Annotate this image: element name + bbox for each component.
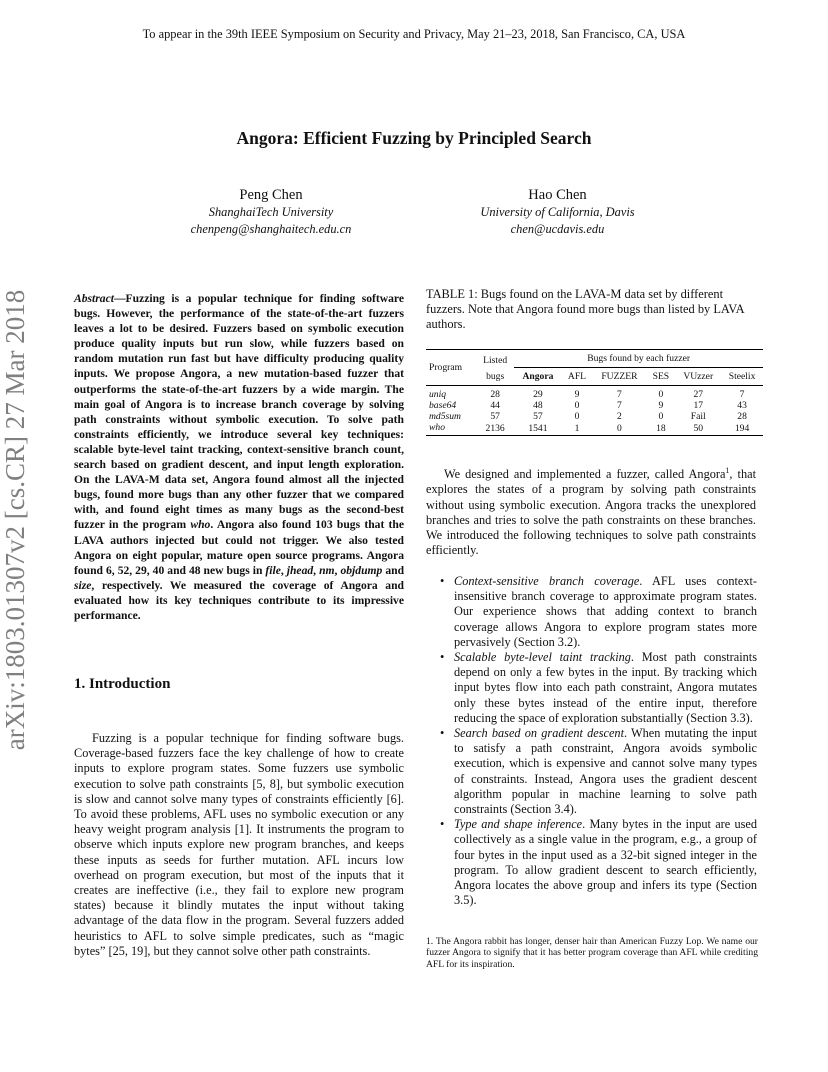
cell-program: uniq	[429, 388, 447, 400]
table-subheader-row	[426, 368, 763, 386]
col-fuzzer: VUzzer	[675, 368, 721, 386]
author-email[interactable]: chen@ucdavis.edu	[510, 222, 605, 236]
paper-title: Angora: Efficient Fuzzing by Principled Search	[236, 128, 592, 148]
cell: 44	[490, 399, 500, 411]
body-paragraph	[426, 463, 756, 558]
table-row	[426, 385, 763, 400]
cell: 7	[617, 399, 622, 411]
table-row	[426, 400, 763, 411]
abstract-dash: —	[113, 292, 126, 305]
cell: 48	[533, 399, 543, 411]
cell: 57	[490, 410, 500, 422]
col-fuzzer: Steelix	[721, 368, 763, 386]
abstract-nm: nm	[319, 563, 335, 577]
venue-line: To appear in the 39th IEEE Symposium on Security and Privacy, May 21–23, 2018, San Francisco, CA, USA	[142, 27, 686, 41]
cell: 0	[592, 422, 646, 436]
col-fuzzer: SES	[646, 368, 675, 386]
cell: 50	[675, 422, 721, 436]
cell: 1	[562, 422, 593, 436]
list-item-head: Context-sensitive branch coverage	[454, 574, 640, 588]
col-listed-top: Listed	[476, 350, 514, 368]
table-row	[426, 411, 763, 422]
author-affiliation: University of California, Davis	[480, 205, 635, 219]
abstract-sep: ,	[313, 563, 320, 577]
abstract-who: who	[190, 518, 211, 532]
cell: 0	[574, 399, 580, 411]
table-header-row	[426, 350, 763, 368]
cell: Fail	[690, 410, 706, 422]
abstract	[74, 291, 404, 623]
cell: 2	[617, 410, 622, 422]
abstract-text-1: Fuzzing is a popular technique for finding software bugs. However, the performance of the state-of-the-art fuzzers leaves a lot to be desired. Fuzzers based on symbolic execution produce quality inputs but run slow, while fuzzers based on random mutation run fast but have difficulty producing quality inputs. We propose Angora, a new mutation-based fuzzer that outperforms the state-of-the-art fuzzers by a wide margin. The main goal of Angora is to increase branch coverage by solving path constraints without symbolic execution. To solve path constraints efficiently, we introduce several key techniques: scalable byte-level taint tracking, context-sensitive branch count, search based on gradient descent, and input length exploration. On the LAVA-M data set, Angora found almost all the injected bugs, found more bugs than any other fuzzer that we compared with, and found eight times as many bugs as the second-best fuzzer in the program	[74, 292, 404, 532]
abstract-text-2: . Angora also found 103 bugs that the LAVA authors injected but could not trigger. We also tested Angora on eight popular, mature open source programs. Angora found 6, 52, 29, 40 and 48 new bugs in	[74, 518, 404, 577]
body-text-a: We designed and implemented a fuzzer, called Angora	[444, 467, 726, 482]
cell: 27	[693, 388, 704, 400]
cell: 29	[533, 388, 543, 400]
bullet-icon: •	[440, 817, 445, 832]
author-affiliation: ShanghaiTech University	[208, 205, 334, 219]
cell: 43	[737, 399, 747, 411]
table-caption: TABLE 1: Bugs found on the LAVA-M data set by different fuzzers. Note that Angora found more bugs than listed by LAVA authors.	[426, 287, 744, 332]
cell-program: md5sum	[429, 410, 461, 422]
cell: 2136	[476, 422, 514, 436]
footnote: 1. The Angora rabbit has longer, denser hair than American Fuzzy Lop. We name our fuzzer Angora to signify that it has better program coverage than AFL while crediting AFL for its inspiration.	[426, 936, 758, 970]
cell-program: base64	[429, 399, 457, 411]
abstract-size: size	[74, 578, 92, 592]
cell: 28	[490, 388, 500, 400]
cell: 194	[721, 422, 763, 436]
cell: 18	[646, 422, 675, 436]
col-fuzzer: AFL	[562, 368, 593, 386]
group-header: Bugs found by each fuzzer	[514, 350, 763, 368]
abstract-lead: Abstract	[74, 292, 114, 305]
col-fuzzer: Angora	[514, 368, 561, 386]
abstract-sep: ,	[280, 563, 287, 577]
abstract-objdump: objdump	[340, 563, 383, 577]
author-block-1	[176, 187, 366, 238]
list-item	[432, 574, 757, 650]
abstract-sep: ,	[334, 563, 341, 577]
cell-program: who	[426, 422, 476, 436]
list-item	[432, 726, 757, 817]
cell: 7	[739, 388, 745, 400]
cell: 9	[574, 388, 580, 400]
abstract-jhead: jhead	[286, 563, 314, 577]
abstract-file: file	[265, 563, 281, 577]
bullet-icon: •	[440, 726, 445, 741]
col-listed-bottom: bugs	[476, 368, 514, 386]
technique-list	[432, 574, 757, 908]
cell: 57	[533, 410, 543, 422]
list-item-head: Search based on gradient descent	[454, 726, 624, 741]
cell: 1541	[514, 422, 561, 436]
list-item-head: Type and shape inference	[454, 817, 583, 832]
list-item-text: . Most path constraints depend on only a few bytes in the input. By tracking which input bytes flow into each path constraint, Angora mutates only these bytes instead of the entire input, therefore reducing the space of exploration substantially (Section 3.3).	[454, 650, 757, 725]
cell: 28	[737, 410, 747, 422]
col-fuzzer: FUZZER	[592, 368, 646, 386]
intro-paragraph: Fuzzing is a popular technique for finding software bugs. Coverage-based fuzzers face the key challenge of how to create inputs to explore program states. Some fuzzers use symbolic execution to solve path constraints [5, 8], but symbolic execution is slow and cannot solve many types of constraints efficiently [6]. To avoid these problems, AFL uses no symbolic execution or any heavy weight program analysis [1]. It instruments the program to observe which inputs explore new program branches, and keeps these inputs as seeds for further mutation. AFL incurs low overhead on program execution, but most of the inputs that it creates are ineffective (i.e., they fail to explore new program states) because it blindly mutates the input without taking advantage of the data flow in the program. Several fuzzers added heuristics to AFL to solve simple predicates, such as “magic bytes” [25, 19], but they cannot solve other path constraints.	[74, 731, 404, 958]
footnote-mark[interactable]: 1	[725, 466, 730, 475]
cell: 0	[658, 388, 664, 400]
cell: 0	[658, 410, 664, 422]
list-item-text: . Many bytes in the input are used collectively as a single value in the program, e.g., a group of four bytes in the input used as a 32-bit signed integer in the program. To allow gradient descent to search efficiently, Angora locates the above group and infers its type (Section 3.5).	[454, 817, 757, 908]
arxiv-stamp[interactable]: arXiv:1803.01307v2 [cs.CR] 27 Mar 2018	[0, 289, 30, 751]
list-item	[432, 650, 757, 726]
author-name: Peng Chen	[239, 187, 303, 203]
abstract-text-3: , respectively. We measured the coverage of Angora and evaluated how its key techniques contribute to its impressive performance.	[74, 578, 404, 622]
author-email[interactable]: chenpeng@shanghaitech.edu.cn	[190, 222, 352, 236]
section-heading-introduction: 1. Introduction	[74, 676, 171, 692]
bullet-icon: •	[440, 650, 445, 665]
cell: 0	[574, 410, 580, 422]
body-text-b: , that explores the states of a program by solving path constraints without using symbolic execution. Angora tracks the unexplored branches and tries to solve the path constraints on these branches. We introduced the following techniques to solve path constraints efficiently.	[426, 467, 756, 558]
list-item	[432, 817, 757, 908]
list-item-text: . When mutating the input to satisfy a path constraint, Angora avoids symbolic execution, which is expensive and cannot solve many types of constraints. Instead, Angora uses the gradient descent algorithm popular in machine learning to solve path constraints (Section 3.4).	[454, 726, 758, 817]
abstract-sep: and	[382, 563, 405, 577]
list-item-head: Scalable byte-level taint tracking	[454, 650, 631, 665]
author-block-2	[460, 187, 655, 238]
cell: 9	[658, 399, 664, 411]
bullet-icon: •	[440, 574, 445, 588]
col-program: Program	[426, 350, 476, 386]
table-row	[426, 422, 763, 436]
author-name: Hao Chen	[528, 187, 587, 203]
cell: 17	[693, 399, 704, 411]
cell: 7	[617, 388, 622, 400]
bugs-table	[426, 349, 763, 436]
list-item-text: . AFL uses context-insensitive branch coverage to approximate program states. Our experience shows that adding context to branch coverage allows Angora to explore program states more pervasively (Section 3.2).	[454, 574, 757, 649]
